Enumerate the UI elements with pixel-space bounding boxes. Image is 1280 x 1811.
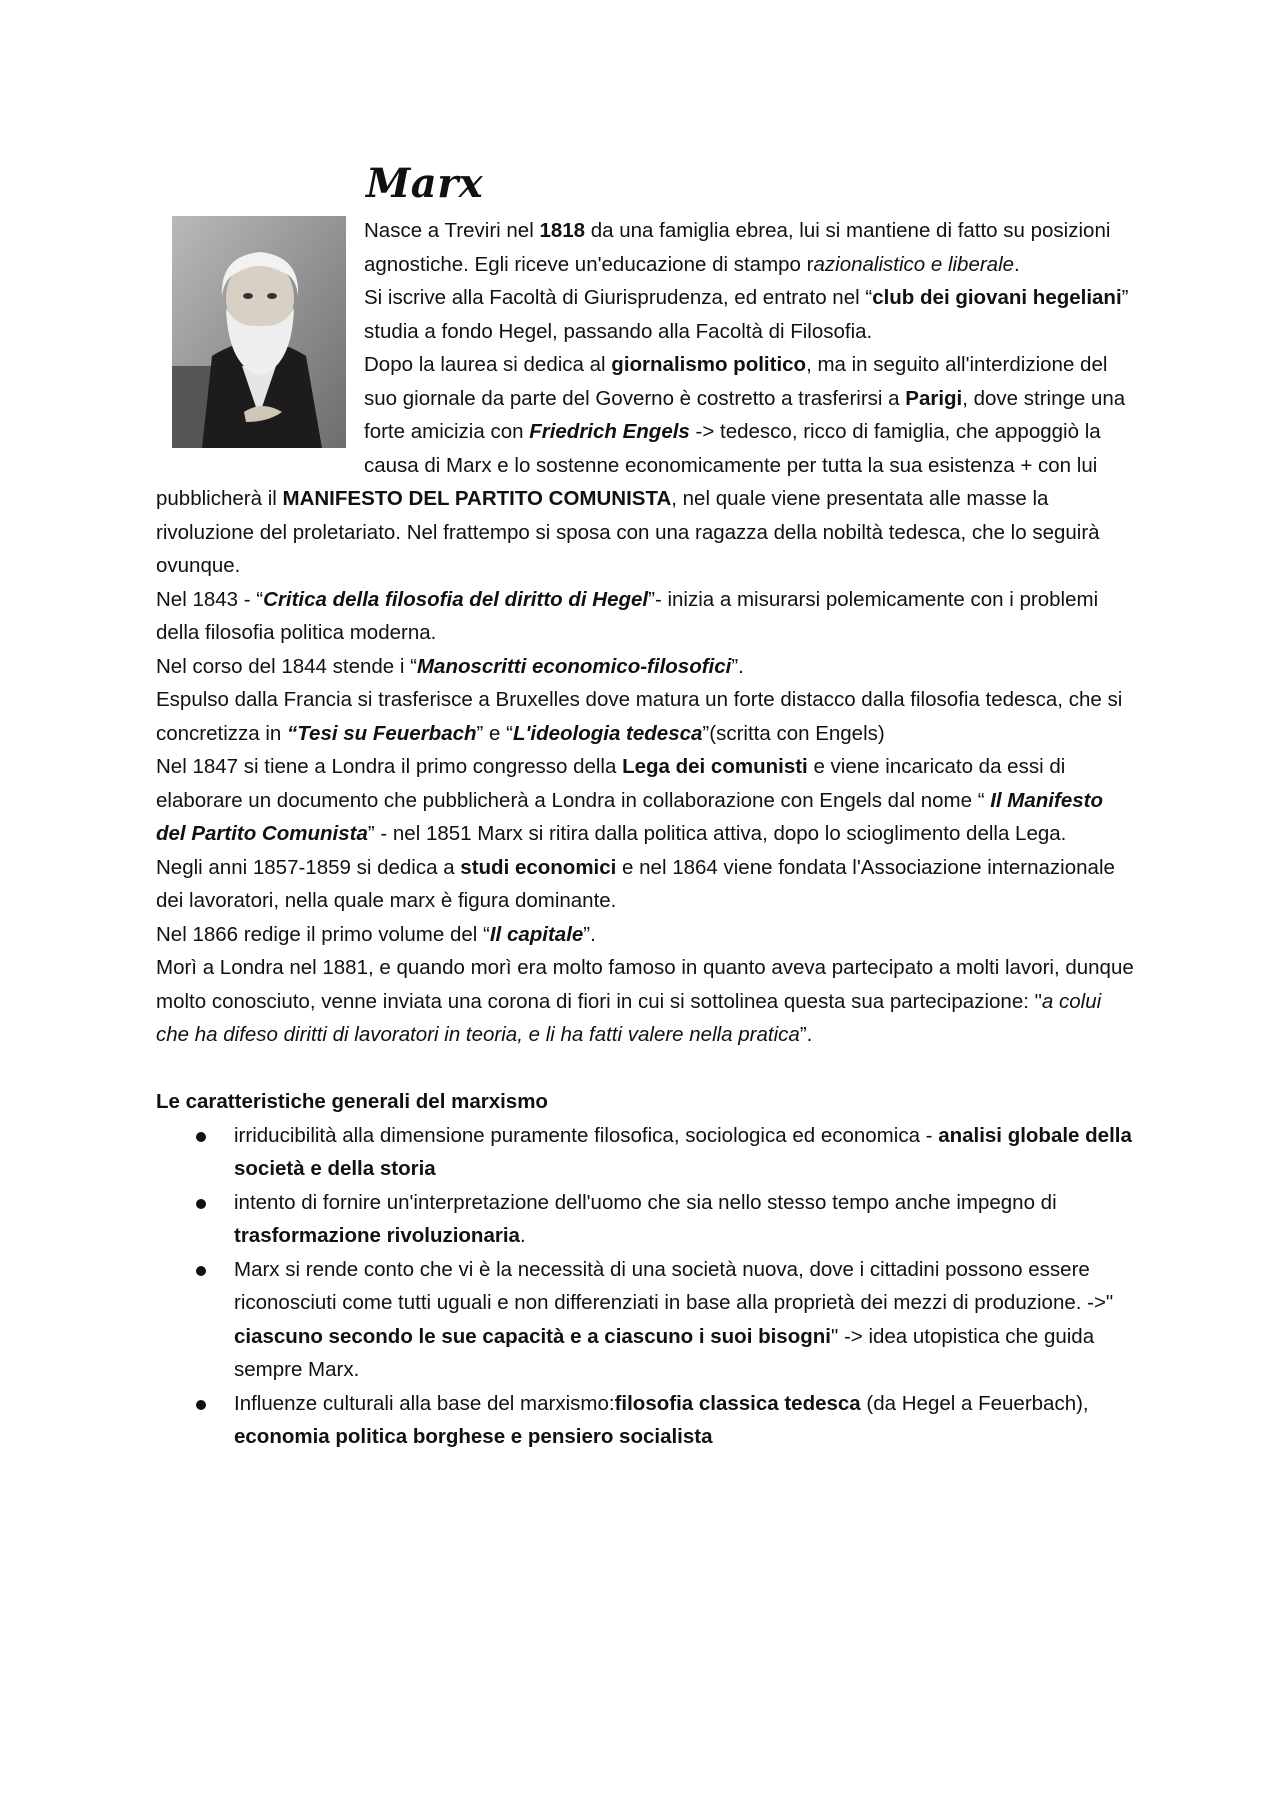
bio-paragraph: [156, 851, 1136, 918]
text-run: , ma in seguito all'interdizione del suo giornale da parte del Governo è costretto a trasferirsi a: [364, 353, 1108, 410]
text-run: intento di fornire un'interpretazione dell'uomo che sia nello stesso tempo anche impegno di: [234, 1190, 1057, 1214]
text-run: e viene incaricato da essi di elaborare un documento che pubblicherà a Londra in collaborazione con Engels dal nome “: [156, 755, 1066, 812]
bio-paragraph: [156, 750, 1136, 851]
text-run: Parigi: [905, 386, 963, 410]
text-run: e nel 1864 viene fondata l'Associazione internazionale dei lavoratori, nella quale marx è figura dominante.: [156, 855, 1115, 912]
portrait-photo-icon: [172, 216, 346, 448]
text-run: Manoscritti economico-filosofici: [416, 654, 732, 678]
text-run: Lega dei comunisti: [622, 755, 808, 778]
text-run: Espulso dalla Francia si trasferisce a Bruxelles dove matura un forte distacco dalla filosofia tedesca, che si concretizza in: [156, 688, 1123, 745]
text-run: 1818: [539, 219, 586, 242]
text-run: Il Manifesto del Partito Comunista: [156, 788, 1103, 845]
text-run: Marx si rende conto che vi è la necessità di una società nuova, dove i cittadini possono essere riconosciuti come tutti uguali e non differenziati in base alla proprietà dei mezzi di produzione. ->": [234, 1257, 1114, 1314]
text-run: Friedrich Engels: [529, 420, 690, 443]
bullet-icon: [196, 1199, 206, 1209]
text-run: economia politica borghese e pensiero socialista: [234, 1425, 713, 1448]
text-run: “Tesi su Feuerbach: [287, 721, 477, 745]
text-run: filosofia classica tedesca: [614, 1391, 861, 1415]
text-run: Negli anni 1857-1859 si dedica a: [156, 855, 461, 879]
text-run: giornalismo politico: [611, 353, 807, 376]
text-run: Nel 1866 redige il primo volume del “: [156, 922, 490, 946]
document-body: [156, 158, 1136, 1454]
text-run: irriducibilità alla dimensione puramente filosofica, sociologica ed economica -: [234, 1123, 939, 1147]
bio-paragraph: [156, 683, 1136, 750]
text-run: ” e “: [476, 721, 513, 745]
section-title: Le caratteristiche generali del marxismo: [156, 1090, 548, 1113]
text-run: " -> idea utopistica che guida sempre Marx.: [234, 1324, 1095, 1381]
text-run: ” - nel 1851 Marx si ritira dalla politica attiva, dopo lo scioglimento della Lega.: [367, 822, 1067, 845]
text-run: Morì a Londra nel 1881, e quando morì era molto famoso in quanto aveva partecipato a molti lavori, dunque molto conosciuto, venne inviata una corona di fiori in cui si sottolinea questa sua partecipazione: ": [156, 956, 1134, 1013]
bio-paragraph: [156, 583, 1136, 650]
text-run: ”(scritta con Engels): [702, 721, 885, 745]
text-run: ”.: [799, 1023, 813, 1046]
text-run: ”.: [731, 654, 744, 678]
text-run: ciascuno secondo le sue capacità e a ciascuno i suoi bisogni: [234, 1324, 831, 1348]
characteristics-list: [156, 1119, 1136, 1454]
bio-paragraph: [156, 650, 1136, 684]
text-run: ”- inizia a misurarsi polemicamente con i problemi della filosofia politica moderna.: [156, 587, 1099, 644]
bullet-icon: [196, 1132, 206, 1142]
text-run: ”.: [583, 922, 596, 946]
list-item: [156, 1186, 1136, 1253]
list-item: [156, 1119, 1136, 1186]
text-run: Nel 1847 si tiene a Londra il primo congresso della: [156, 755, 623, 778]
text-run: Influenze culturali alla base del marxismo:: [234, 1391, 615, 1415]
spacer: [156, 1052, 1136, 1086]
text-run: ” studia a fondo Hegel, passando alla Facoltà di Filosofia.: [364, 286, 1129, 343]
text-run: Nel 1843 - “: [156, 587, 264, 611]
text-run: MANIFESTO DEL PARTITO COMUNISTA: [282, 487, 672, 510]
text-run: Il capitale: [489, 922, 584, 946]
list-item: [156, 1387, 1136, 1454]
portrait-photo-icon: [172, 216, 346, 448]
text-run: da una famiglia ebrea, lui si mantiene di fatto su posizioni agnostiche. Egli riceve un'educazione di stampo r: [364, 219, 1111, 276]
text-run: Dopo la laurea si dedica al: [364, 353, 612, 376]
bio-paragraph: [156, 951, 1136, 1052]
list-item: [156, 1253, 1136, 1387]
bullet-icon: [196, 1400, 206, 1410]
text-run: Nel corso del 1844 stende i “: [156, 654, 417, 678]
text-run: club dei giovani hegeliani: [872, 286, 1122, 309]
text-run: L'ideologia tedesca: [512, 721, 703, 745]
text-run: (da Hegel a Feuerbach),: [860, 1391, 1089, 1415]
text-run: a colui che ha difeso diritti di lavoratori in teoria, e li ha fatti valere nella pratica: [156, 989, 1102, 1046]
page-title: Marx: [366, 160, 484, 207]
text-run: , nel quale viene presentata alle masse la rivoluzione del proletariato. Nel frattempo si sposa con una ragazza della nobiltà tedesca, che lo seguirà ovunque.: [156, 487, 1100, 577]
text-run: .: [519, 1224, 526, 1247]
text-run: studi economici: [460, 855, 617, 879]
text-run: Critica della filosofia del diritto di Hegel: [263, 587, 649, 611]
text-run: Nasce a Treviri nel: [364, 219, 540, 242]
text-run: trasformazione rivoluzionaria: [234, 1224, 520, 1247]
bio-paragraph: [156, 918, 1136, 952]
text-run: , dove stringe una forte amicizia con: [364, 386, 1126, 443]
bullet-icon: [196, 1266, 206, 1276]
text-run: .: [1014, 252, 1020, 276]
text-run: azionalistico e liberale: [813, 252, 1015, 276]
text-run: analisi globale della società e della storia: [234, 1123, 1132, 1180]
text-run: Si iscrive alla Facoltà di Giurisprudenza, ed entrato nel “: [364, 286, 873, 309]
text-run: -> tedesco, ricco di famiglia, che appoggiò la causa di Marx e lo sostenne economicamente per tutta la sua esistenza + con lui pubblicherà il: [156, 420, 1101, 510]
